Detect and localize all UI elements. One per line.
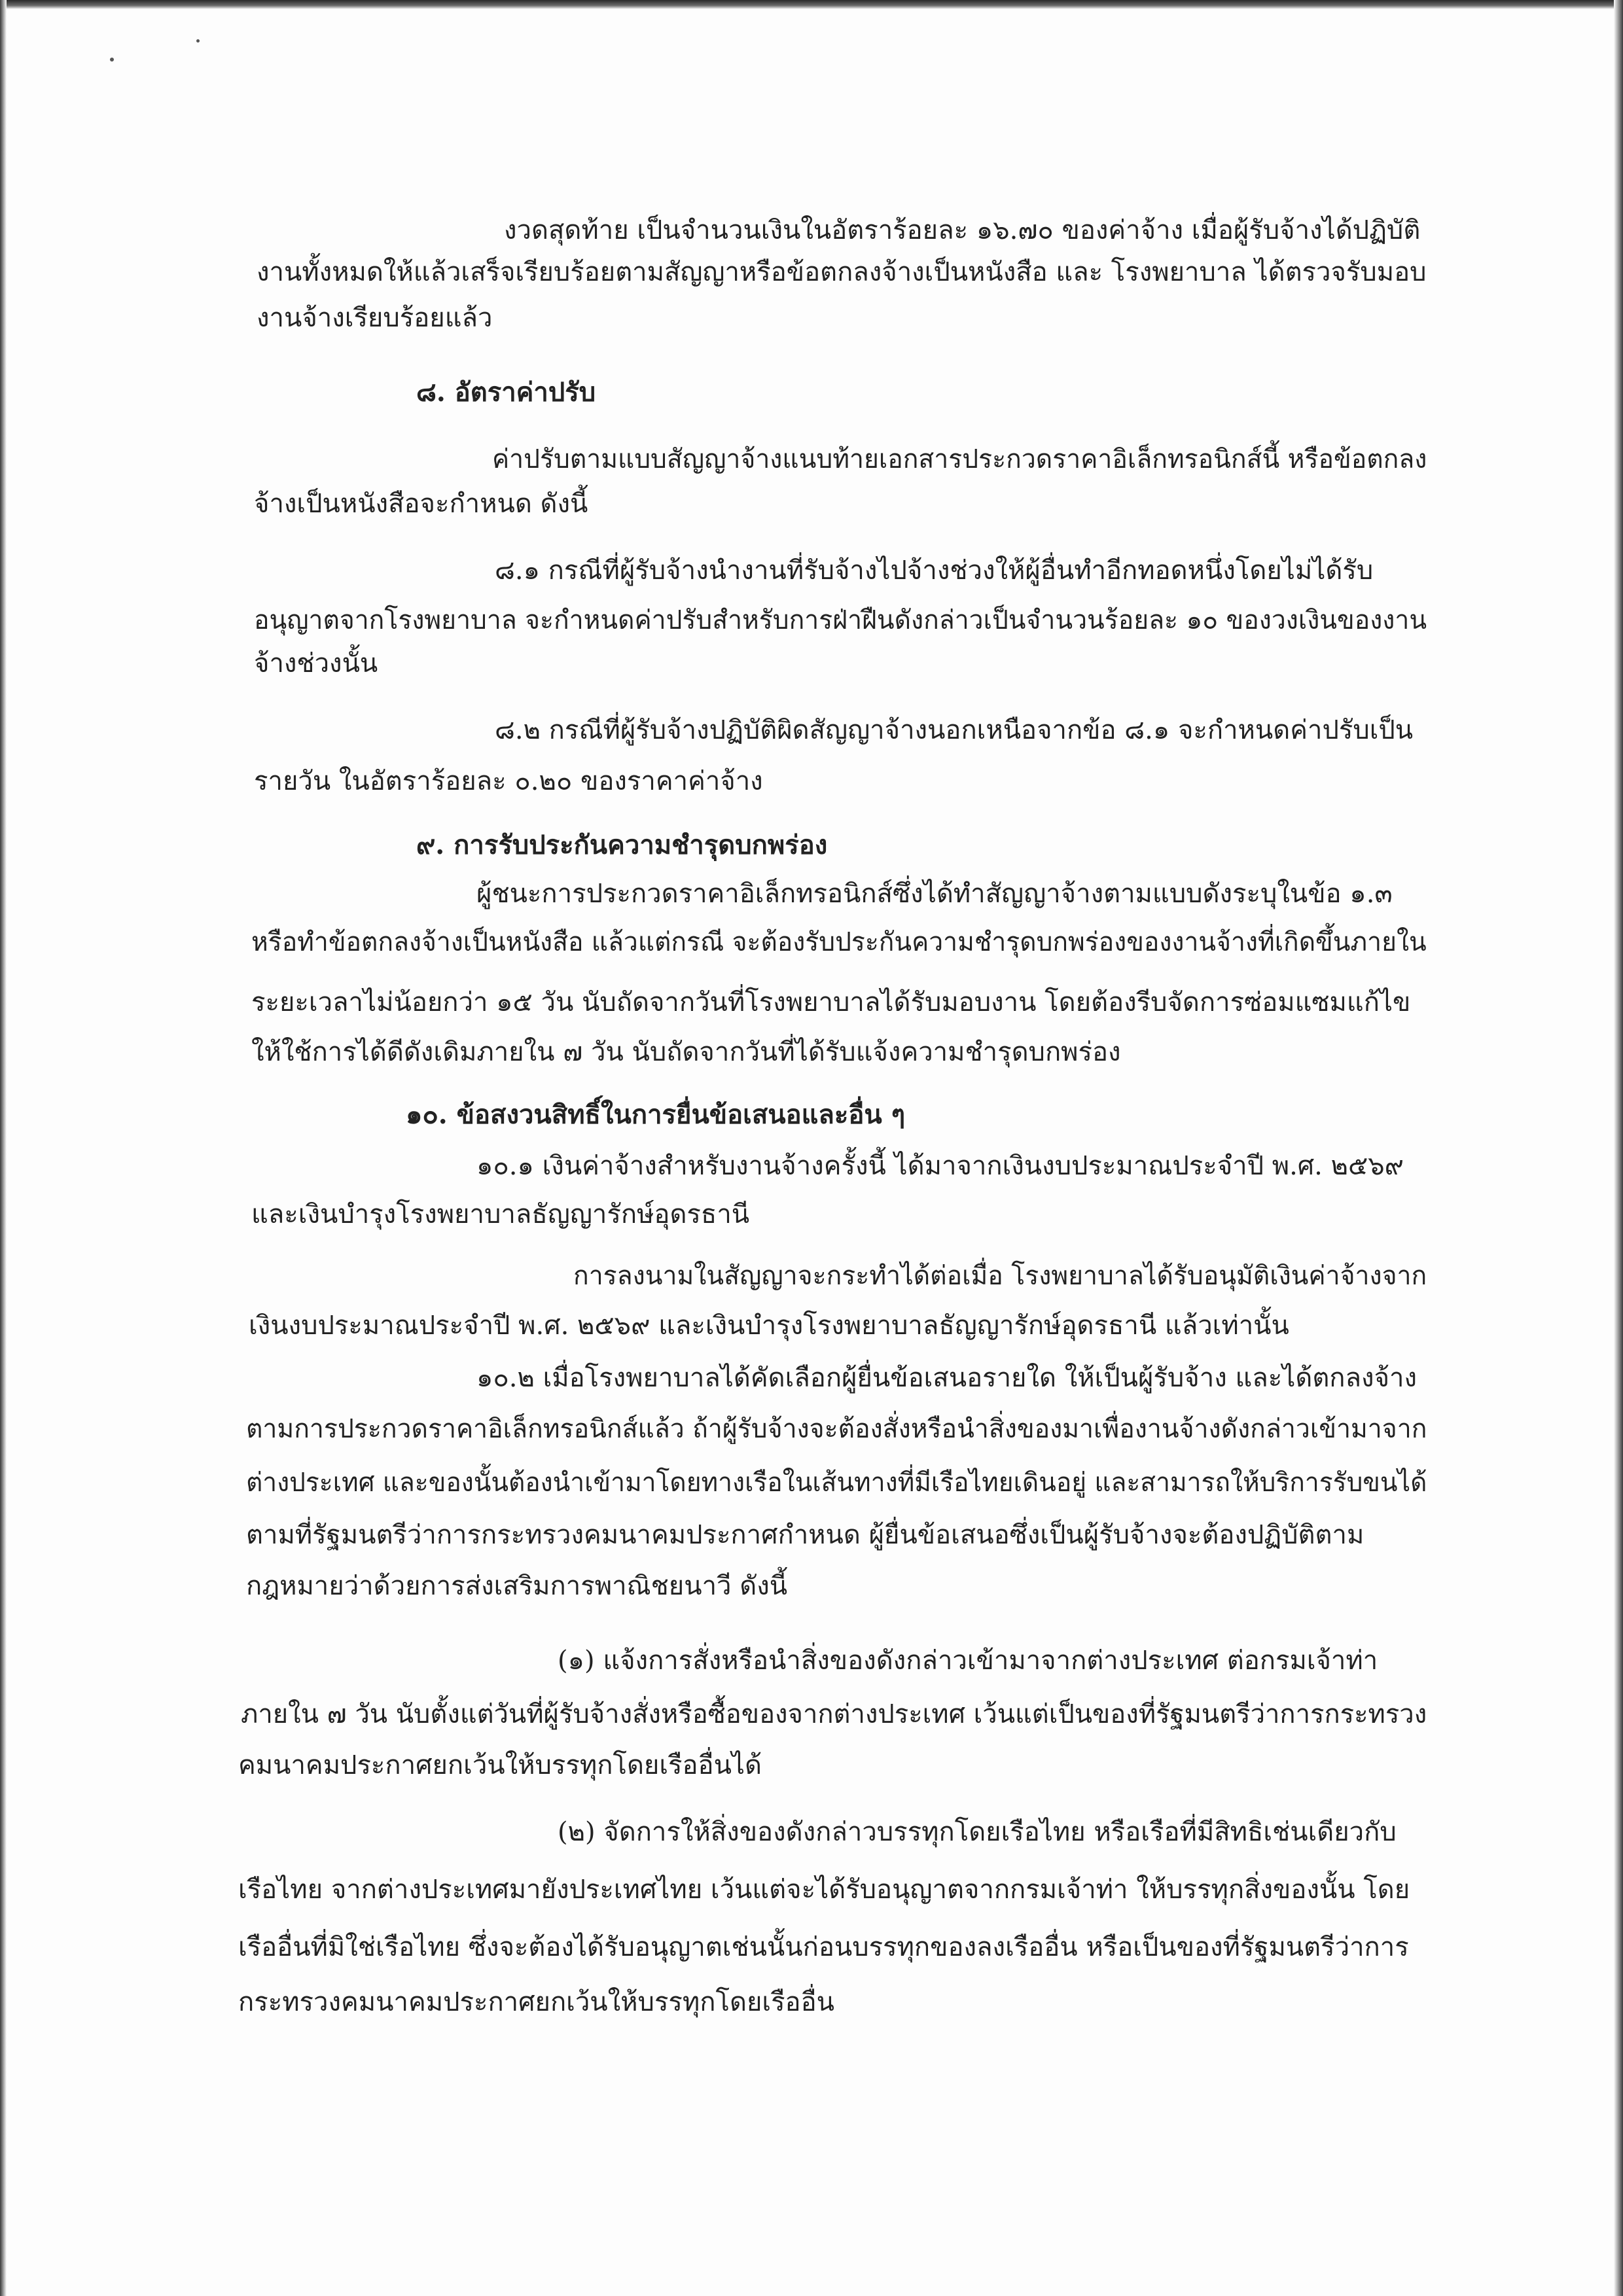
body-line: จ้างเป็นหนังสือจะกำหนด ดังนี้ [254, 489, 588, 519]
body-line: (๒) จัดการให้สิ่งของดังกล่าวบรรทุกโดยเรือไทย หรือเรือที่มีสิทธิเช่นเดียวกับ [558, 1817, 1397, 1847]
body-line: ๑๐.๑ เงินค่าจ้างสำหรับงานจ้างครั้งนี้ ได้มาจากเงินงบประมาณประจำปี พ.ศ. ๒๕๖๙ [476, 1151, 1404, 1181]
body-line: กฎหมายว่าด้วยการส่งเสริมการพาณิชยนาวี ดังนี้ [246, 1571, 788, 1601]
body-line: งวดสุดท้าย เป็นจำนวนเงินในอัตราร้อยละ ๑๖.๗๐ ของค่าจ้าง เมื่อผู้รับจ้างได้ปฏิบัติ [504, 215, 1421, 245]
body-line: ตามการประกวดราคาอิเล็กทรอนิกส์แล้ว ถ้าผู้รับจ้างจะต้องสั่งหรือนำสิ่งของมาเพื่องานจ้างดังกล่าวเข้ามาจาก [246, 1414, 1427, 1444]
section-heading: ๘. อัตราค่าปรับ [416, 377, 596, 408]
body-line: รายวัน ในอัตราร้อยละ ๐.๒๐ ของราคาค่าจ้าง [254, 766, 763, 796]
body-line: หรือทำข้อตกลงจ้างเป็นหนังสือ แล้วแต่กรณี จะต้องรับประกันความชำรุดบกพร่องของงานจ้างที่เกิดขึ้นภายใน [251, 927, 1427, 957]
body-line: กระทรวงคมนาคมประกาศยกเว้นให้บรรทุกโดยเรืออื่น [238, 1987, 834, 2017]
body-line: ให้ใช้การได้ดีดังเดิมภายใน ๗ วัน นับถัดจากวันที่ได้รับแจ้งความชำรุดบกพร่อง [251, 1037, 1121, 1067]
body-line: การลงนามในสัญญาจะกระทำได้ต่อเมื่อ โรงพยาบาลได้รับอนุมัติเงินค่าจ้างจาก [573, 1261, 1427, 1291]
body-line: งานทั้งหมดให้แล้วเสร็จเรียบร้อยตามสัญญาหรือข้อตกลงจ้างเป็นหนังสือ และ โรงพยาบาล ได้ตรวจรับมอบ [257, 257, 1427, 287]
body-line: เงินงบประมาณประจำปี พ.ศ. ๒๕๖๙ และเงินบำรุงโรงพยาบาลธัญญารักษ์อุดรธานี แล้วเท่านั้น [249, 1311, 1289, 1341]
body-line: ภายใน ๗ วัน นับตั้งแต่วันที่ผู้รับจ้างสั่งหรือซื้อของจากต่างประเทศ เว้นแต่เป็นของที่รัฐมนตรีว่าการกระทรวง [241, 1699, 1427, 1729]
section-heading: ๙. การรับประกันความชำรุดบกพร่อง [416, 830, 828, 860]
body-line: ระยะเวลาไม่น้อยกว่า ๑๕ วัน นับถัดจากวันที่โรงพยาบาลได้รับมอบงาน โดยต้องรีบจัดการซ่อมแซมแก้ไข [251, 987, 1411, 1017]
body-line: เรืออื่นที่มิใช่เรือไทย ซึ่งจะต้องได้รับอนุญาตเช่นนั้นก่อนบรรทุกของลงเรืออื่น หรือเป็นของที่รัฐมนตรีว่าการ [238, 1932, 1409, 1962]
scan-speck [110, 58, 114, 62]
body-line: ๑๐.๒ เมื่อโรงพยาบาลได้คัดเลือกผู้ยื่นข้อเสนอรายใด ให้เป็นผู้รับจ้าง และได้ตกลงจ้าง [476, 1363, 1417, 1393]
body-line: ตามที่รัฐมนตรีว่าการกระทรวงคมนาคมประกาศกำหนด ผู้ยื่นข้อเสนอซึ่งเป็นผู้รับจ้างจะต้องปฏิบัติตาม [246, 1520, 1364, 1550]
body-line: ค่าปรับตามแบบสัญญาจ้างแนบท้ายเอกสารประกวดราคาอิเล็กทรอนิกส์นี้ หรือข้อตกลง [492, 444, 1427, 474]
body-line: จ้างช่วงนั้น [254, 648, 378, 679]
body-line: อนุญาตจากโรงพยาบาล จะกำหนดค่าปรับสำหรับการฝ่าฝืนดังกล่าวเป็นจำนวนร้อยละ ๑๐ ของวงเงินของงาน [254, 605, 1427, 635]
body-line: ๘.๒ กรณีที่ผู้รับจ้างปฏิบัติผิดสัญญาจ้างนอกเหนือจากข้อ ๘.๑ จะกำหนดค่าปรับเป็น [495, 715, 1414, 745]
body-line: เรือไทย จากต่างประเทศมายังประเทศไทย เว้นแต่จะได้รับอนุญาตจากกรมเจ้าท่า ให้บรรทุกสิ่งของนั้น โดย [238, 1875, 1410, 1905]
scan-left-edge [0, 0, 7, 2296]
section-heading: ๑๐. ข้อสงวนสิทธิ์ในการยื่นข้อเสนอและอื่น ๆ [406, 1099, 906, 1130]
body-line: และเงินบำรุงโรงพยาบาลธัญญารักษ์อุดรธานี [251, 1199, 750, 1229]
body-line: งานจ้างเรียบร้อยแล้ว [257, 303, 493, 333]
scan-speck [196, 39, 200, 43]
body-line: ผู้ชนะการประกวดราคาอิเล็กทรอนิกส์ซึ่งได้ทำสัญญาจ้างตามแบบดังระบุในข้อ ๑.๓ [476, 879, 1393, 909]
scan-right-edge [1614, 0, 1623, 2296]
body-line: (๑) แจ้งการสั่งหรือนำสิ่งของดังกล่าวเข้ามาจากต่างประเทศ ต่อกรมเจ้าท่า [558, 1646, 1378, 1676]
body-line: ต่างประเทศ และของนั้นต้องนำเข้ามาโดยทางเรือในเส้นทางที่มีเรือไทยเดินอยู่ และสามารถให้บริการรับขนได้ [246, 1468, 1427, 1498]
body-line: คมนาคมประกาศยกเว้นให้บรรทุกโดยเรืออื่นได้ [238, 1750, 762, 1780]
scan-top-edge [0, 0, 1623, 9]
body-line: ๘.๑ กรณีที่ผู้รับจ้างนำงานที่รับจ้างไปจ้างช่วงให้ผู้อื่นทำอีกทอดหนึ่งโดยไม่ได้รับ [495, 556, 1374, 586]
